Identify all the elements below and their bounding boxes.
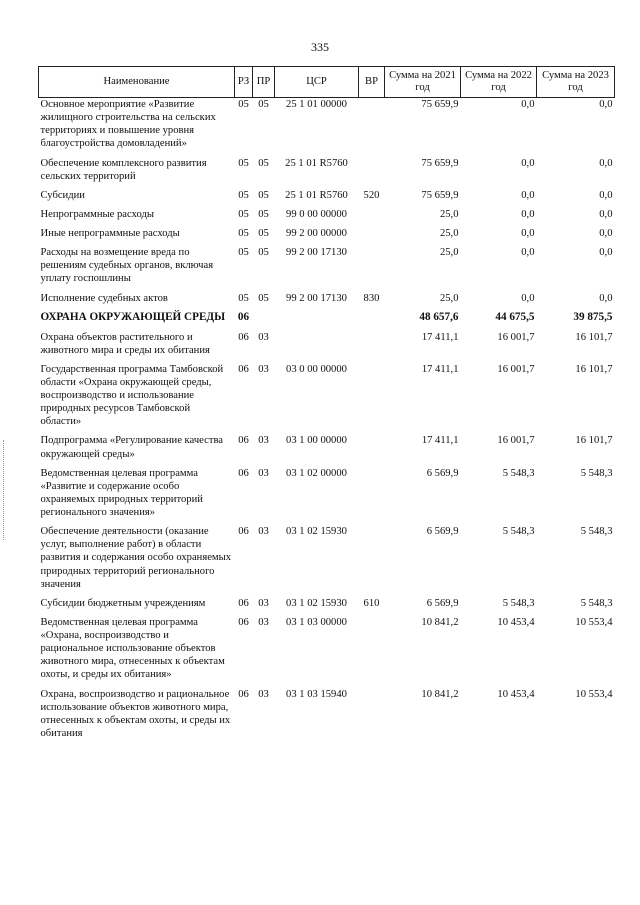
- page-number: 335: [311, 40, 329, 54]
- cell-sum-2023: 16 101,7: [575, 331, 613, 343]
- table-row: [39, 363, 615, 435]
- cell-name: Основное мероприятие «Развитие жилищного строительства на сельских территориях и повышение уровня благоустройства домовладений»: [40, 99, 216, 150]
- cell-vr: [359, 467, 385, 526]
- cell-sum-2021: 75 659,9: [421, 157, 459, 169]
- cell-csr: 03 1 02 15930: [286, 526, 347, 538]
- table-body: [39, 98, 615, 747]
- cell-csr: 99 2 00 00000: [286, 228, 347, 239]
- cell-name: Подпрограмма «Регулирование качества окружающей среды»: [40, 435, 224, 460]
- cell-sum-2022: 10 453,4: [497, 688, 535, 700]
- cell-pr: 05: [258, 228, 269, 239]
- cell-sum-2022: 16 001,7: [497, 331, 535, 343]
- cell-rz: 06: [238, 467, 249, 479]
- cell-sum-2023: 39 875,5: [573, 310, 613, 323]
- cell-sum-2022: 0,0: [521, 292, 535, 304]
- cell-vr: [359, 311, 385, 331]
- cell-sum-2021: 25,0: [439, 208, 459, 220]
- cell-pr: 05: [258, 189, 269, 201]
- table-header-row: [39, 67, 615, 98]
- cell-vr: [359, 688, 385, 747]
- cell-sum-2021: 6 569,9: [426, 526, 459, 538]
- cell-name: Ведомственная целевая программа «Развитие и содержание особо охраняемых природных территорий регионального значения»: [40, 467, 203, 519]
- cell-rz: 06: [238, 526, 249, 538]
- cell-sum-2021: 10 841,2: [421, 616, 459, 628]
- cell-sum-2023: 0,0: [599, 189, 613, 201]
- cell-sum-2021: 17 411,1: [421, 331, 459, 343]
- cell-vr: [359, 434, 385, 466]
- cell-csr: [275, 331, 359, 363]
- header-sum-2022: Сумма на 2022 год: [461, 67, 537, 98]
- table-row: [39, 208, 615, 227]
- cell-sum-2022: 0,0: [521, 228, 535, 239]
- cell-vr: 610: [363, 597, 380, 609]
- table-row: [39, 597, 615, 616]
- cell-vr: 830: [363, 292, 380, 304]
- cell-csr: 25 1 01 R5760: [285, 157, 348, 169]
- table-row: [39, 467, 615, 526]
- cell-pr: 03: [258, 363, 269, 375]
- cell-sum-2023: 5 548,3: [580, 467, 613, 479]
- table-row: [39, 98, 615, 157]
- cell-rz: 05: [238, 228, 249, 239]
- cell-rz: 06: [238, 597, 249, 609]
- cell-name: Ведомственная целевая программа «Охрана, воспроизводство и рациональное использование объектов животного мира, отнесенных к объектам охоты, и среды их обитания»: [40, 616, 225, 681]
- cell-csr: 03 1 03 00000: [286, 616, 347, 628]
- cell-csr: 25 1 01 00000: [286, 99, 347, 110]
- cell-rz: 05: [238, 292, 249, 304]
- cell-pr: 03: [258, 526, 269, 538]
- cell-pr: 05: [258, 99, 269, 110]
- cell-pr: 05: [258, 292, 269, 304]
- cell-pr: 05: [258, 208, 269, 220]
- cell-sum-2022: 16 001,7: [497, 435, 535, 447]
- cell-rz: 06: [237, 310, 250, 323]
- cell-pr: 05: [258, 157, 269, 169]
- cell-sum-2022: 0,0: [521, 189, 535, 201]
- cell-sum-2022: 0,0: [521, 208, 535, 220]
- table-row: [39, 688, 615, 747]
- cell-sum-2021: 6 569,9: [426, 597, 459, 609]
- cell-csr: 99 0 00 00000: [286, 208, 347, 220]
- cell-sum-2023: 0,0: [599, 208, 613, 220]
- cell-csr: 99 2 00 17130: [286, 247, 347, 259]
- cell-rz: 05: [238, 247, 249, 259]
- table-row: [39, 292, 615, 311]
- cell-csr: 03 1 02 00000: [286, 467, 347, 479]
- table-row: [39, 525, 615, 597]
- cell-name: Государственная программа Тамбовской области «Охрана окружающей среды, воспроизводство и использование природных ресурсов Тамбовской области»: [40, 363, 224, 428]
- cell-name: Субсидии бюджетным учреждениям: [40, 597, 206, 609]
- cell-sum-2023: 0,0: [599, 247, 613, 259]
- cell-sum-2023: 10 553,4: [575, 616, 613, 628]
- cell-vr: [359, 616, 385, 688]
- cell-csr: 03 1 02 15930: [286, 597, 347, 609]
- cell-csr: 03 0 00 00000: [286, 363, 347, 375]
- cell-sum-2022: 0,0: [521, 157, 535, 169]
- cell-vr: [359, 227, 385, 246]
- cell-csr: 03 1 03 15940: [286, 688, 347, 700]
- cell-sum-2023: 16 101,7: [575, 435, 613, 447]
- cell-csr: 99 2 00 17130: [286, 292, 347, 304]
- cell-sum-2021: 25,0: [439, 292, 459, 304]
- table-row: [39, 157, 615, 189]
- cell-sum-2023: 0,0: [599, 292, 613, 304]
- header-sum-2023: Сумма на 2023 год: [537, 67, 615, 98]
- cell-sum-2021: 75 659,9: [421, 99, 459, 110]
- header-pr: ПР: [253, 67, 275, 98]
- cell-csr: [275, 311, 359, 331]
- cell-pr: 05: [258, 247, 269, 259]
- cell-vr: [359, 157, 385, 189]
- cell-pr: 03: [258, 331, 269, 343]
- cell-sum-2022: 0,0: [521, 99, 535, 110]
- cell-name: Исполнение судебных актов: [40, 292, 168, 304]
- cell-pr: 03: [258, 597, 269, 609]
- cell-csr: 25 1 01 R5760: [285, 189, 348, 201]
- table-row: [39, 434, 615, 466]
- header-sum-2021: Сумма на 2021 год: [385, 67, 461, 98]
- cell-sum-2022: 44 675,5: [495, 310, 535, 323]
- table-row: [39, 246, 615, 291]
- header-rz: РЗ: [235, 67, 253, 98]
- cell-sum-2021: 75 659,9: [421, 189, 459, 201]
- cell-name: ОХРАНА ОКРУЖАЮЩЕЙ СРЕДЫ: [40, 310, 226, 323]
- cell-sum-2021: 6 569,9: [426, 467, 459, 479]
- table-row: [39, 331, 615, 363]
- cell-rz: 05: [238, 189, 249, 201]
- cell-sum-2021: 25,0: [439, 247, 459, 259]
- cell-pr: 03: [258, 688, 269, 700]
- cell-pr: [253, 311, 275, 331]
- cell-sum-2021: 17 411,1: [421, 363, 459, 375]
- cell-name: Расходы на возмещение вреда по решениям судебных органов, включая уплату госпошлины: [40, 247, 214, 285]
- header-vr: ВР: [359, 67, 385, 98]
- cell-sum-2022: 5 548,3: [502, 467, 535, 479]
- cell-vr: [359, 363, 385, 435]
- cell-sum-2023: 0,0: [599, 228, 613, 239]
- cell-sum-2023: 5 548,3: [580, 526, 613, 538]
- cell-vr: [359, 98, 385, 157]
- cell-name: Обеспечение деятельности (оказание услуг, выполнение работ) в области развития и содержания особо охраняемых природных территорий регионального значения: [40, 526, 232, 590]
- cell-rz: 05: [238, 208, 249, 220]
- cell-rz: 06: [238, 363, 249, 375]
- cell-sum-2022: 10 453,4: [497, 616, 535, 628]
- cell-sum-2022: 0,0: [521, 247, 535, 259]
- table-row: [39, 311, 615, 331]
- cell-pr: 03: [258, 467, 269, 479]
- cell-pr: 03: [258, 435, 269, 447]
- budget-table: [38, 66, 615, 746]
- table-row: [39, 227, 615, 246]
- cell-vr: 520: [363, 189, 380, 201]
- cell-name: Иные непрограммные расходы: [40, 228, 180, 239]
- table-row: [39, 616, 615, 688]
- cell-sum-2023: 16 101,7: [575, 363, 613, 375]
- cell-csr: 03 1 00 00000: [286, 435, 347, 447]
- cell-vr: [359, 208, 385, 227]
- cell-sum-2023: 0,0: [599, 99, 613, 110]
- cell-sum-2021: 10 841,2: [421, 688, 459, 700]
- cell-sum-2023: 5 548,3: [580, 597, 613, 609]
- cell-name: Обеспечение комплексного развития сельских территорий: [40, 157, 207, 182]
- cell-vr: [359, 246, 385, 291]
- margin-mark: [3, 440, 5, 540]
- cell-sum-2022: 16 001,7: [497, 363, 535, 375]
- cell-rz: 06: [238, 435, 249, 447]
- cell-pr: 03: [258, 616, 269, 628]
- cell-vr: [359, 525, 385, 597]
- cell-name: Субсидии: [40, 189, 85, 201]
- cell-sum-2023: 0,0: [599, 157, 613, 169]
- cell-rz: 05: [238, 157, 249, 169]
- cell-sum-2021: 25,0: [439, 228, 459, 239]
- header-name: Наименование: [39, 67, 235, 98]
- cell-name: Охрана объектов растительного и животного мира и среды их обитания: [40, 331, 210, 356]
- cell-rz: 06: [238, 331, 249, 343]
- cell-name: Охрана, воспроизводство и рациональное использование объектов животного мира, отнесенных к объектам охоты, и среды их обитания: [40, 688, 231, 739]
- table-row: [39, 189, 615, 208]
- cell-sum-2021: 48 657,6: [419, 310, 459, 323]
- cell-rz: 06: [238, 616, 249, 628]
- cell-name: Непрограммные расходы: [40, 208, 154, 220]
- cell-sum-2021: 17 411,1: [421, 435, 459, 447]
- header-csr: ЦСР: [275, 67, 359, 98]
- cell-rz: 05: [238, 99, 249, 110]
- cell-sum-2023: 10 553,4: [575, 688, 613, 700]
- cell-sum-2022: 5 548,3: [502, 526, 535, 538]
- cell-rz: 06: [238, 688, 249, 700]
- cell-sum-2022: 5 548,3: [502, 597, 535, 609]
- cell-vr: [359, 331, 385, 363]
